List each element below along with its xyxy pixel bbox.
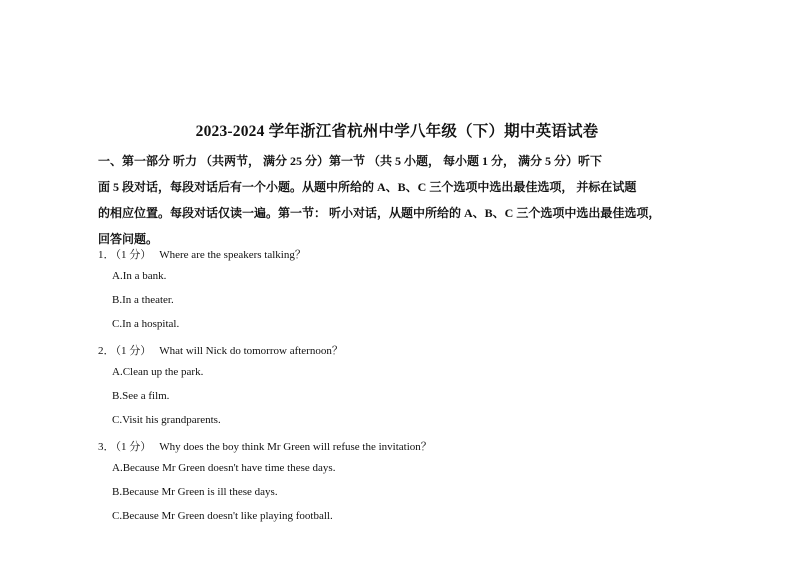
option-c: C.In a hospital.: [112, 318, 180, 330]
option-a: A.Because Mr Green doesn't have time these days.: [112, 462, 336, 474]
question-number: 2．: [98, 345, 115, 357]
question-points: （1 分）: [115, 345, 152, 357]
question-text: Why does the boy think Mr Green will refuse the invitation？: [159, 441, 432, 453]
question-1: [98, 246, 306, 262]
question-number: 3．: [98, 441, 115, 453]
instruction-line: 的相应位置。每段对话仅读一遍。第一节： 听小对话，从题中所给的 A、B、C 三个选项中选出最佳选项，: [98, 206, 661, 220]
question-2: [98, 342, 343, 358]
question-points: （1 分）: [115, 441, 152, 453]
option-b: B.In a theater.: [112, 294, 174, 306]
question-text: Where are the speakers talking？: [159, 249, 306, 261]
question-text: What will Nick do tomorrow afternoon？: [159, 345, 343, 357]
option-a: A.Clean up the park.: [112, 366, 204, 378]
instruction-line: 面 5 段对话，每段对话后有一个小题。从题中所给的 A、B、C 三个选项中选出最佳选项， 并标在试题: [98, 180, 637, 194]
option-c: C.Because Mr Green doesn't like playing football.: [112, 510, 333, 522]
question-3: [98, 438, 432, 454]
exam-title: 2023-2024 学年浙江省杭州中学八年级（下）期中英语试卷: [195, 123, 599, 140]
option-b: B.Because Mr Green is ill these days.: [112, 486, 278, 498]
option-b: B.See a film.: [112, 390, 170, 402]
instruction-line: 回答问题。: [98, 232, 159, 246]
option-a: A.In a bank.: [112, 270, 167, 282]
question-number: 1．: [98, 249, 115, 261]
instruction-line: 一、第一部分 听力 （共两节， 满分 25 分）第一节 （共 5 小题， 每小题 1 分， 满分 5 分）听下: [98, 154, 603, 168]
question-points: （1 分）: [115, 249, 152, 261]
option-c: C.Visit his grandparents.: [112, 414, 221, 426]
section-instructions: [98, 148, 661, 252]
